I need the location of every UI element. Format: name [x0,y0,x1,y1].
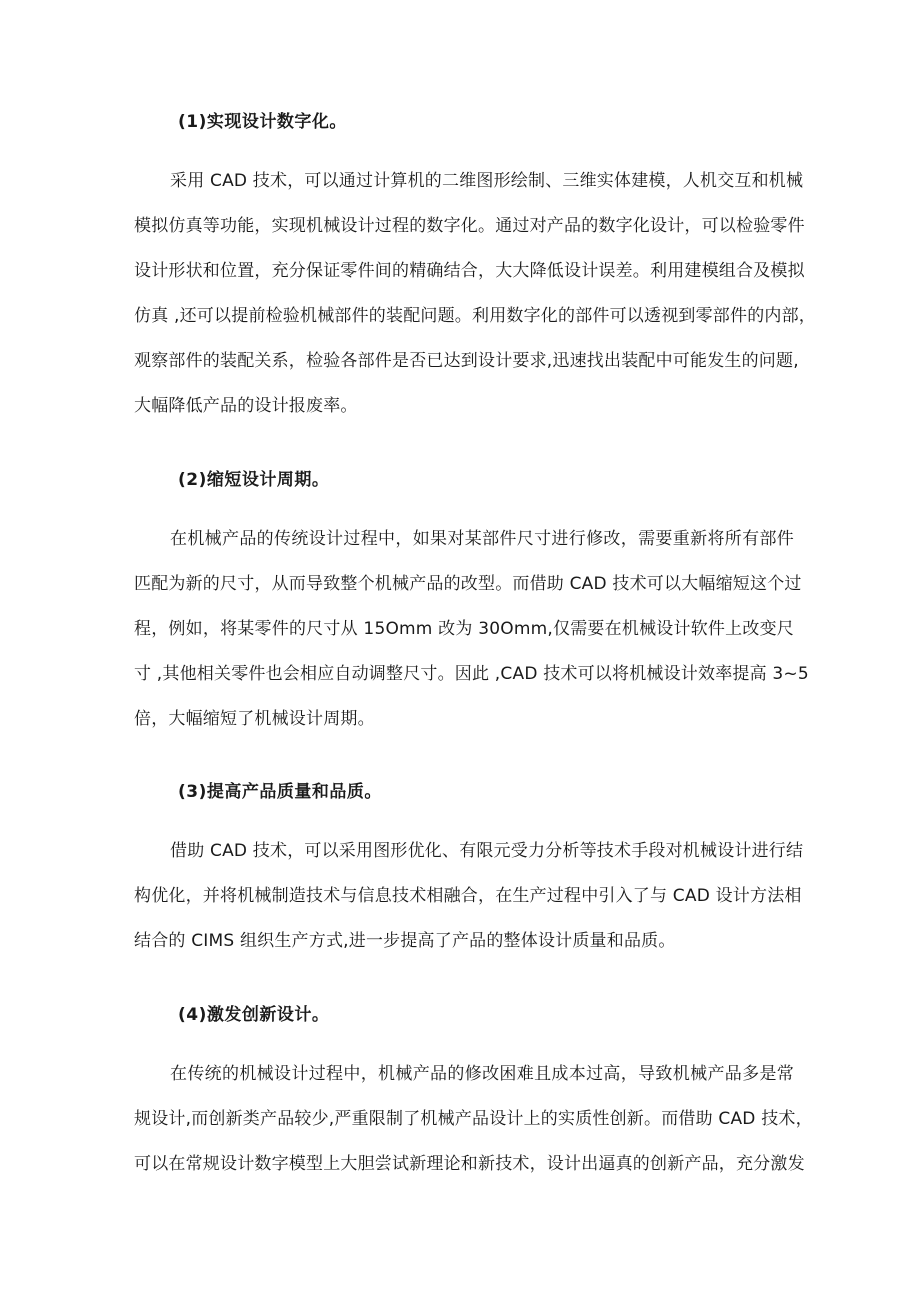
section-heading-1: (1)实现设计数字化。 [178,112,347,132]
paragraph-line: 大幅降低产品的设计报废率。 [134,396,358,416]
paragraph-line: 在机械产品的传统设计过程中，如果对某部件尺寸进行修改，需要重新将所有部件 [170,529,794,549]
paragraph-line: 在传统的机械设计过程中，机械产品的修改困难且成本过高，导致机械产品多是常 [170,1064,794,1084]
paragraph-line: 匹配为新的尺寸，从而导致整个机械产品的改型。而借助 CAD 技术可以大幅缩短这个过 [134,574,802,594]
paragraph-line: 程，例如，将某零件的尺寸从 15Omm 改为 30Omm,仅需要在机械设计软件上改变尺 [134,619,794,639]
paragraph-line: 仿真 ,还可以提前检验机械部件的装配问题。利用数字化的部件可以透视到零部件的内部， [134,306,817,326]
paragraph-line: 规设计,而创新类产品较少,严重限制了机械产品设计上的实质性创新。而借助 CAD 技术， [134,1109,813,1129]
paragraph-line: 结合的 CIMS 组织生产方式,进一步提高了产品的整体设计质量和品质。 [134,931,676,951]
paragraph-line: 可以在常规设计数字模型上大胆尝试新理论和新技术，设计出逼真的创新产品，充分激发 [134,1154,805,1174]
paragraph-line: 构优化，并将机械制造技术与信息技术相融合，在生产过程中引入了与 CAD 设计方法相 [134,886,802,906]
paragraph-line: 倍，大幅缩短了机械设计周期。 [134,709,375,729]
section-heading-2: (2)缩短设计周期。 [178,470,330,490]
paragraph-line: 寸 ,其他相关零件也会相应自动调整尺寸。因此 ,CAD 技术可以将机械设计效率提高 3~5 [134,664,809,684]
paragraph-line: 设计形状和位置，充分保证零件间的精确结合，大大降低设计误差。利用建模组合及模拟 [134,261,805,281]
paragraph-line: 借助 CAD 技术，可以采用图形优化、有限元受力分析等技术手段对机械设计进行结 [170,841,804,861]
paragraph-line: 模拟仿真等功能，实现机械设计过程的数字化。通过对产品的数字化设计，可以检验零件 [134,216,805,236]
paragraph-line: 采用 CAD 技术，可以通过计算机的二维图形绘制、三维实体建模，人机交互和机械 [170,171,804,191]
section-heading-3: (3)提高产品质量和品质。 [178,782,382,802]
section-heading-4: (4)激发创新设计。 [178,1005,330,1025]
paragraph-line: 观察部件的装配关系，检验各部件是否已达到设计要求,迅速找出装配中可能发生的问题, [134,351,799,371]
